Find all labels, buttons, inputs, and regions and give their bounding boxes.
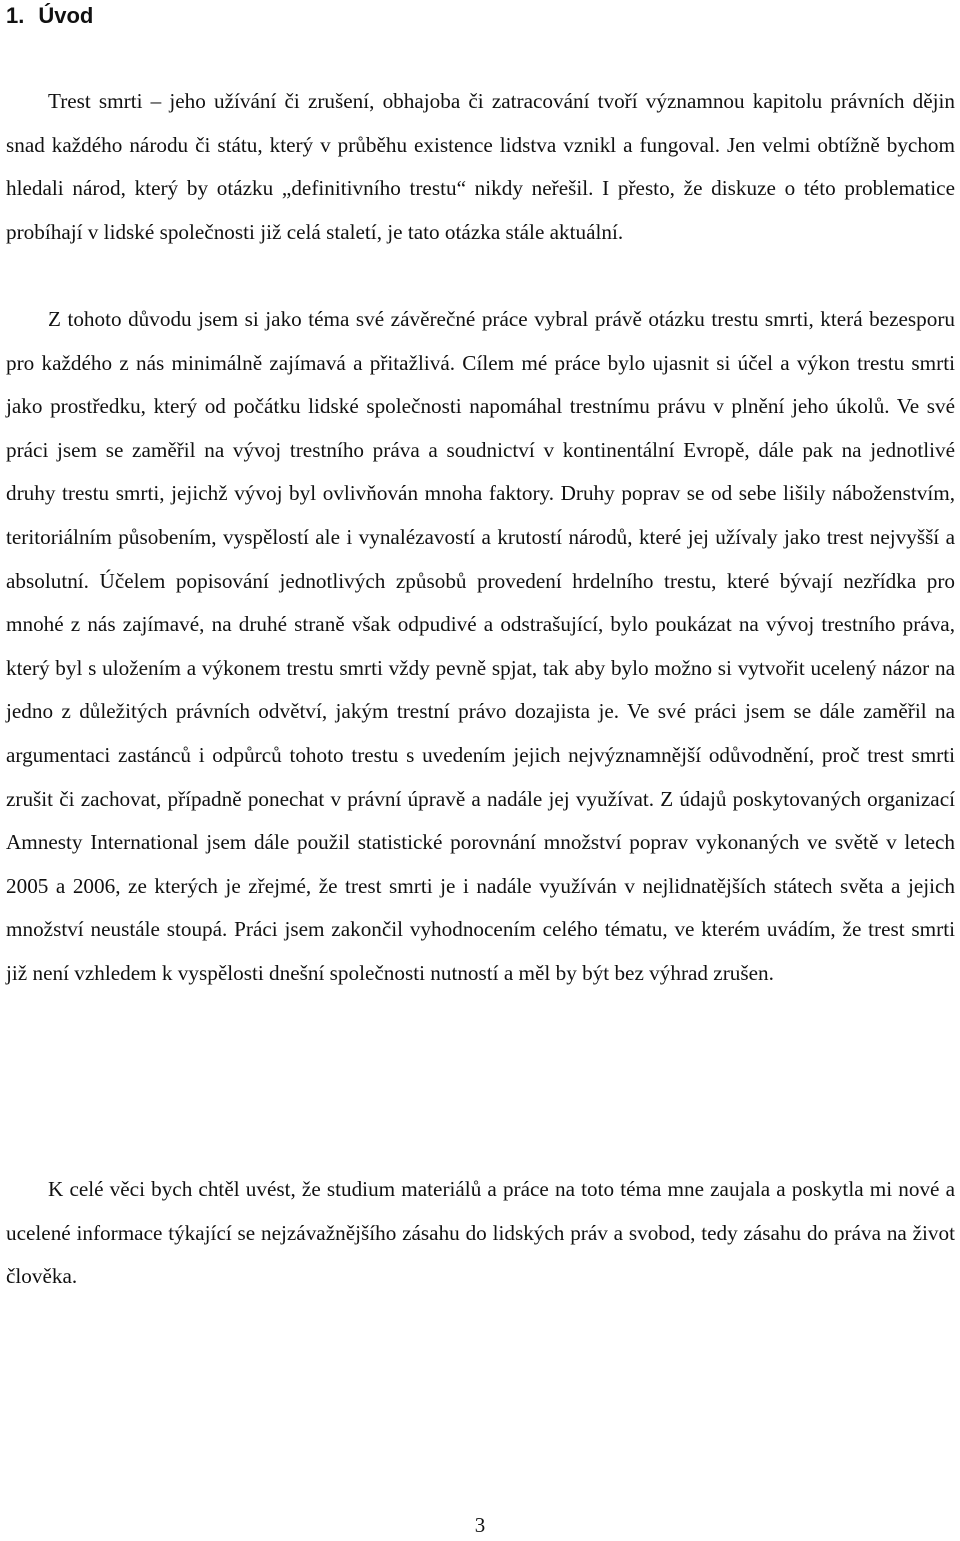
- paragraph-aims: Z tohoto důvodu jsem si jako téma své závěrečné práce vybral právě otázku trestu smrti, která bezesporu pro každého z nás minimálně zajímavá a přitažlivá. Cílem mé práce bylo ujasnit si účel a výkon trestu smrti jako prostředku, který od počátku lidské společnosti napomáhal trestnímu právu v plnění jeho úkolů. Ve své práci jsem se zaměřil na vývoj trestního práva a soudnictví v kontinentální Evropě, dále pak na jednotlivé druhy trestu smrti, jejichž vývoj byl ovlivňován mnoha faktory. Druhy poprav se od sebe lišily náboženstvím, teritoriálním působením, vyspělostí ale i vynalézavostí a krutostí národů, které jej užívaly jako trest nejvyšší a absolutní. Účelem popisování jednotlivých způsobů provedení hrdelního trestu, které bývají nezřídka pro mnohé z nás zajímavé, na druhé straně však odpudivé a odstrašující, bylo poukázat na vývoj trestního práva, který byl s uložením a výkonem trestu smrti vždy pevně spjat, tak aby bylo možno si vytvořit ucelený názor na jedno z důležitých právních odvětví, jakým trestní právo dozajista je. Ve své práci jsem se dále zaměřil na argumentaci zastánců i odpůrců tohoto trestu s uvedením jejich nejvýznamnější odůvodnění, proč trest smrti zrušit či zachovat, případně ponechat v právní úpravě a nadále jej využívat. Z údajů poskytovaných organizací Amnesty International jsem dále použil statistické porovnání množství poprav vykonaných ve světě v letech 2005 a 2006, ze kterých je zřejmé, že trest smrti je i nadále využíván v nejlidnatějších státech světa a jejich množství neustále stoupá. Práci jsem zakončil vyhodnocením celého tématu, ve kterém uvádím, že trest smrti již není vzhledem k vyspělosti dnešní společnosti nutností a měl by být bez výhrad zrušen.: [6, 307, 955, 985]
- section-heading: [6, 2, 93, 30]
- section-title: Úvod: [38, 3, 94, 28]
- paragraph-conclusion: K celé věci bych chtěl uvést, že studium materiálů a práce na toto téma mne zaujala a poskytla mi nové a ucelené informace týkající se nejzávažnějšího zásahu do lidských práv a svobod, tedy zásahu do práva na život člověka.: [6, 1177, 955, 1289]
- section-number: 1.: [6, 3, 25, 28]
- paragraph-intro: Trest smrti – jeho užívání či zrušení, obhajoba či zatracování tvoří významnou kapitolu právních dějin snad každého národu či státu, který v průběhu existence lidstva vznikl a fungoval. Jen velmi obtížně bychom hledali národ, který by otázku „definitivního trestu“ nikdy neřešil. I přesto, že diskuze o této problematice probíhají v lidské společnosti již celá staletí, je tato otázka stále aktuální.: [6, 89, 955, 244]
- page-number: 3: [474, 1513, 486, 1537]
